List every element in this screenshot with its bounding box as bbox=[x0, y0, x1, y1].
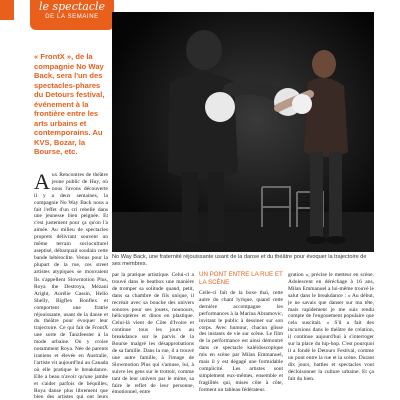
article-column-2: par la pratique artistique. Celui-ci a trouvé dans le beatbox une manière de tromper sa solitude quand, petit, dans sa chambre de fils unique, il recréait avec sa bouche des univers sonores pour ses jouets, nounours, hélicoptères et dinos en plastique. Celui-là vient de Côte d'Ivoire et continue tous les jours au breakdance sur le parvis de la Bourse malgré les désapprobations de sa famille. Dans la rue, il a trouvé une autre famille, à l'image de Slowmotion Plus qui s'amuse, lui, à suivre les gens sur le trottoir, comme tant de leur univers par le mime, sa faire le reflet de leur personne, émotionnel, entre bbox=[112, 272, 194, 396]
drop-cap: A bbox=[34, 172, 50, 194]
page-tab bbox=[0, 0, 14, 20]
article-column-4: gration », précise le metteur en scène. Adolescent en déréchage à 16 ans, Milan Emmanuel a lui-même trouvé le salut dans le breakdance : « Au début, je ne savais que danser sur ma tête, mais rapidement je me suis rendu compte de l'engouement populaire que cela suscitait. » S'il a fait des incursions dans le théâtre de création, il continue aujourd'hui à s'interroger sur la place du hip-hop. C'est pourquoi il a fondé le Detours Festival, comme un pont entre la rue et la scène. Durant dix jours, battles et spectacles vont décloisonner la culture urbaine. Et ça fait du bien. bbox=[288, 272, 374, 382]
article-column-1a bbox=[34, 172, 108, 277]
column-1a-text: ux Rencontres de théâtre jeune public de Huy, où nous l'avons découverte il y a deux semaines, la compagnie No Way Back nous a fait l'effet d'un cri rebelle dans une jeunesse bien peignée. Et c'est justement pour ça qu'on l'a aimée. Au milieu de spectacles proprets délivrant souvent un même terrain socioculturel aseptisé, débarquait soudain cette bande hétéroclite. Venus pour la plupart de la rue, ces street artistes atypiques se mouvaient bbox=[34, 172, 108, 275]
banner-subtitle: DE LA SEMAINE bbox=[45, 14, 99, 20]
performance-photo bbox=[112, 12, 374, 252]
article-lead: « FrontX », de la compagnie No Way Back, sera l'un des spectacles-phares du Detours festival, événement à la frontière entre les arts urbains et contemporains. Au KVS, Bozar, la Bourse, etc. bbox=[34, 52, 105, 156]
performance-photo-illustration bbox=[112, 12, 374, 252]
banner-title: le spectacle bbox=[38, 0, 106, 13]
page-margin bbox=[376, 0, 400, 400]
photo-caption: No Way Back, une fraternité réjouissante usant de la danse et du théâtre pour évoquer la trajectoire de ses membres. bbox=[112, 254, 367, 267]
article-column-3: Celle-ci fait de la boxe thaï, cette autre du chant lyrique, quand cette dernière accompagne les performances à la Marina Abramovic, invitant le public à dessiner sur son corps. Avec humour, chacun glisse des instants de vie sur scène. Le film de la performance est ainsi démontré dans ce spectacle kaléidoscopique mis en scène par Milan Emmanuel, mais il y est dégagé une formidable complicité. Les artistes sont simplement eux-mêmes, ensemble et fragilités qui, mises côte à côte, forment un tableau fédérateur. bbox=[199, 290, 283, 393]
section-subhead: UN PONT ENTRE LA RUE ET LA SCÈNE bbox=[199, 271, 283, 286]
section-banner bbox=[30, 0, 114, 30]
article-column-1b: Ils s'appellent Slowmotion Plus, Roya the Destroya, Mézanì Aright, Aurélie Cassin, Hello Shelly, Bigflex Bonflex et comportent une fratrie réjouissante, usant de la danse et du théâtre pour évoquer leur trajectoire. Ce qui fait de FrontX une sorte de Tanzfeester à la mode urbaine. On y croise notamment Roya. Née de parents iraniens et élevée en Australie, l'artiste vit aujourd'hui au Canada où elle pratique le breakdance. Elle a beau n'avoir qu'une jambe et s'aider parfois de béquilles, Roya danse plus librement que bien des artistes qui ont leurs bbox=[34, 277, 108, 400]
